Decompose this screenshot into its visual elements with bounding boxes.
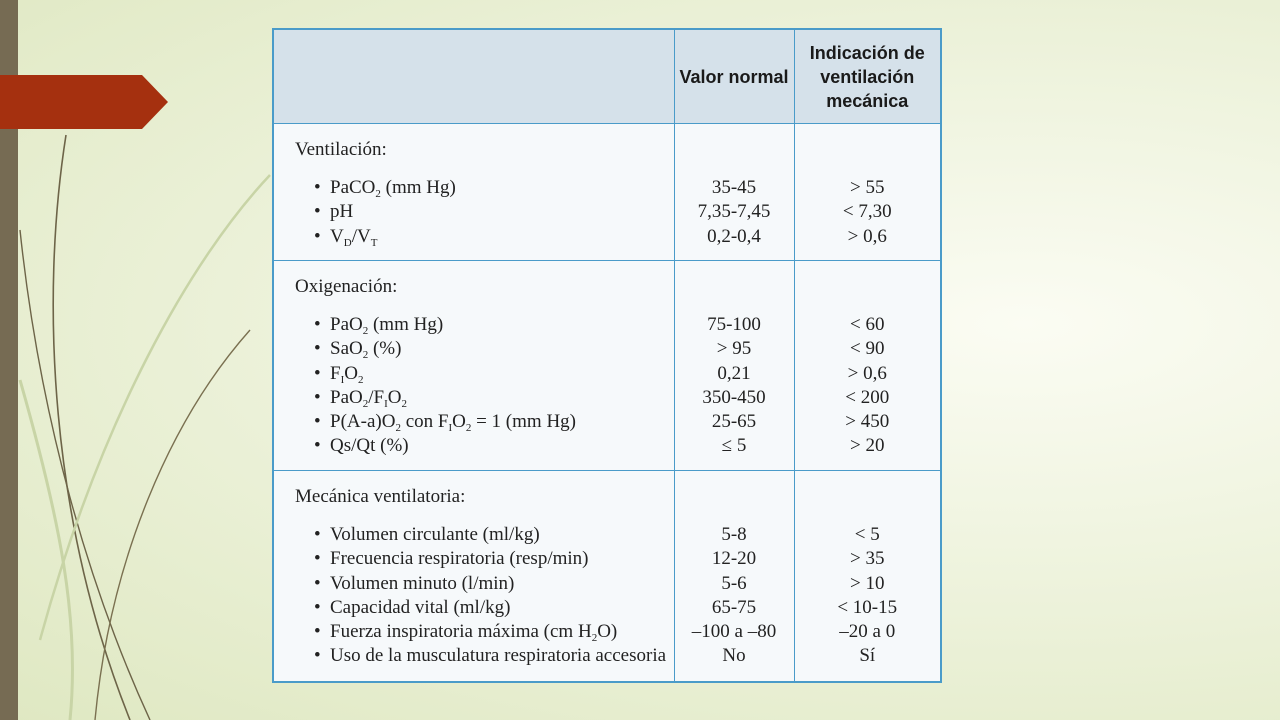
indication-value: Sí <box>859 645 876 667</box>
indication-value: < 5 <box>854 524 880 545</box>
table-section <box>274 124 940 261</box>
indication-list <box>795 523 941 669</box>
normal-cell <box>674 261 794 471</box>
normal-value: 35-45 <box>711 177 757 198</box>
indication-value: > 450 <box>845 411 890 433</box>
title-arrow-shape <box>0 75 168 129</box>
indication-value: < 10-15 <box>837 596 898 618</box>
normal-value: 7,35-7,45 <box>697 201 771 223</box>
parameter-cell <box>274 261 674 471</box>
indication-value: > 20 <box>850 435 885 457</box>
parameter-item: • SaO$_2$ (%) <box>314 337 674 361</box>
parameter-item: • Capacidad vital (ml/kg) <box>314 596 674 620</box>
table-section <box>274 261 940 471</box>
normal-list <box>675 176 794 249</box>
parameter-item: • $V_D/V_T$ <box>314 225 674 249</box>
normal-value: 5-6 <box>721 572 747 594</box>
indication-value: –20 a 0 <box>839 621 896 643</box>
header-normal-value: Valor normal <box>674 30 794 124</box>
normal-value: 75-100 <box>707 314 761 335</box>
parameter-item: • $PaO_2/F_IO_2$ <box>314 386 674 410</box>
header-parameter <box>274 30 674 124</box>
parameter-item: • PaO$_2$ (mm Hg) <box>314 313 674 337</box>
normal-list <box>675 523 794 669</box>
indication-value: > 0,6 <box>847 362 887 384</box>
normal-value: –100 a –80 <box>691 621 777 643</box>
normal-cell <box>674 124 794 261</box>
header-mechanical-ventilation: Indicación de ventilación mecánica <box>794 30 940 124</box>
parameter-cell <box>274 124 674 261</box>
indication-value: > 55 <box>850 177 885 198</box>
normal-value: 0,2-0,4 <box>707 225 761 247</box>
parameter-item: • $F_IO_2$ <box>314 362 674 386</box>
indication-value: > 10 <box>850 572 885 594</box>
normal-cell <box>674 471 794 683</box>
indication-value: < 200 <box>845 386 890 408</box>
normal-value: 12-20 <box>711 548 757 570</box>
ventilation-criteria-table <box>272 28 942 683</box>
normal-value: 65-75 <box>711 596 757 618</box>
parameter-item: • Volumen circulante (ml/kg) <box>314 523 674 547</box>
normal-value: 25-65 <box>711 411 757 433</box>
normal-value: ≤ 5 <box>721 435 747 457</box>
indication-list <box>795 313 941 459</box>
indication-list <box>795 176 941 249</box>
parameter-item: • Volumen minuto (l/min) <box>314 572 674 596</box>
indication-cell <box>794 471 940 683</box>
indication-value: > 0,6 <box>847 225 887 247</box>
parameter-item: • PaCO$_2$ (mm Hg) <box>314 176 674 200</box>
section-title: Oxigenación: <box>295 276 398 297</box>
parameter-item: • Uso de la musculatura respiratoria accesoria <box>314 644 674 668</box>
parameter-item: • Frecuencia respiratoria (resp/min) <box>314 547 674 571</box>
parameter-list <box>274 313 674 459</box>
indication-value: < 60 <box>850 314 885 335</box>
indication-value: < 7,30 <box>842 201 892 223</box>
parameter-item: • $P(A-a)O_2$ con $F_IO_2 = 1$ (mm Hg) <box>314 410 674 434</box>
normal-value: No <box>722 645 746 667</box>
normal-value: > 95 <box>716 338 752 360</box>
indication-value: > 35 <box>850 548 885 570</box>
normal-value: 350-450 <box>702 386 766 408</box>
indication-cell <box>794 261 940 471</box>
normal-value: 0,21 <box>717 362 751 384</box>
normal-value: 5-8 <box>721 524 747 545</box>
parameter-item: • Fuerza inspiratoria máxima (cm $H_2O$) <box>314 620 674 644</box>
table-section <box>274 471 940 683</box>
parameter-item: • pH <box>314 200 674 224</box>
parameter-item: • Qs/Qt (%) <box>314 434 674 458</box>
indication-value: < 90 <box>850 338 885 360</box>
parameter-list <box>274 176 674 249</box>
section-title: Ventilación: <box>295 139 387 160</box>
indication-cell <box>794 124 940 261</box>
normal-list <box>675 313 794 459</box>
parameter-cell <box>274 471 674 683</box>
parameter-list <box>274 523 674 669</box>
section-title: Mecánica ventilatoria: <box>295 486 466 507</box>
